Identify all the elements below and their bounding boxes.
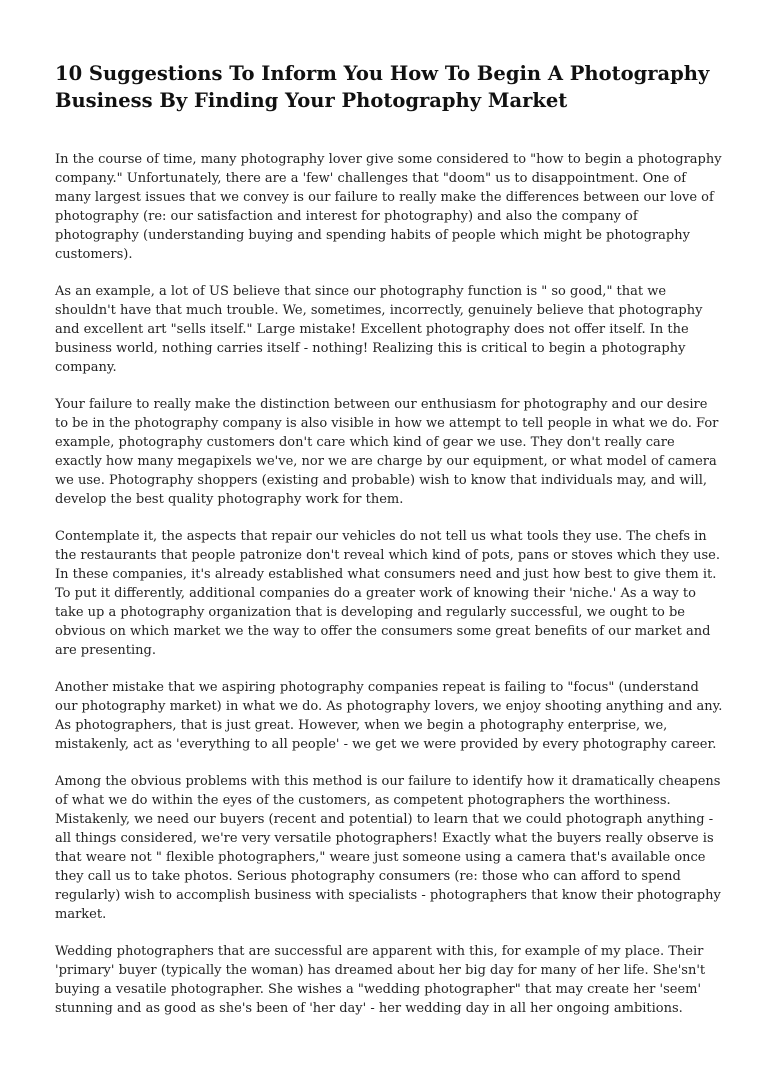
paragraph: As an example, a lot of US believe that since our photography function is " so good," that we shouldn't have that much trouble. We, sometimes, incorrectly, genuinely believe that photography and excellent art "sells itself." Large mistake! Excellent photography does not offer itself. In the business world, nothing carries itself - nothing! Realizing this is critical to begin a photography company. [55,284,703,375]
document-title: 10 Suggestions To Inform You How To Begin A Photography Business By Finding Your Photography Market [55,62,710,112]
paragraph: Contemplate it, the aspects that repair our vehicles do not tell us what tools they use. The chefs in the restaurants that people patronize don't reveal which kind of pots, pans or stoves which they use. In these companies, it's already established what consumers need and just how best to give them it. To put it differently, additional companies do a greater work of knowing their 'niche.' As a way to take up a photography organization that is developing and regularly successful, we ought to be obvious on which market we the way to offer the consumers some great benefits of our market and are presenting. [55,529,720,658]
paragraph: Another mistake that we aspiring photography companies repeat is failing to "focus" (understand our photography market) in what we do. As photography lovers, we enjoy shooting anything and any. As photographers, that is just great. However, when we begin a photography enterprise, we, mistakenly, act as 'everything to all people' - we get we were provided by every photography career. [55,680,723,752]
paragraph: Among the obvious problems with this method is our failure to identify how it dramatically cheapens of what we do within the eyes of the customers, as competent photographers the worthiness. Mistakenly, we need our buyers (recent and potential) to learn that we could photograph anything - all things considered, we're very versatile photographers! Exactly what the buyers really observe is that weare not " flexible photographers," weare just someone using a camera that's available once they call us to take photos. Serious photography consumers (re: those who can afford to spend regularly) wish to accomplish business with specialists - photographers that know their photography market. [55,774,721,922]
paragraph: In the course of time, many photography lover give some considered to "how to begin a photography company." Unfortunately, there are a 'few' challenges that "doom" us to disappointment. One of many largest issues that we convey is our failure to really make the differences between our love of photography (re: our satisfaction and interest for photography) and also the company of photography (understanding buying and spending habits of people which might be photography customers). [55,152,722,262]
paragraph: Your failure to really make the distinction between our enthusiasm for photography and our desire to be in the photography company is also visible in how we attempt to tell people in what we do. For example, photography customers don't care which kind of gear we use. They don't really care exactly how many megapixels we've, nor we are charge by our equipment, or what model of camera we use. Photography shoppers (existing and probable) wish to know that individuals may, and will, develop the best quality photography work for them. [55,397,719,507]
paragraph: Wedding photographers that are successful are apparent with this, for example of my place. Their 'primary' buyer (typically the woman) has dreamed about her big day for many of her life. She'sn't buying a vesatile photographer. She wishes a "wedding photographer" that may create her 'seem' stunning and as good as she's been of 'her day' - her wedding day in all her ongoing ambitions. [55,944,706,1016]
document-body [55,150,723,1036]
